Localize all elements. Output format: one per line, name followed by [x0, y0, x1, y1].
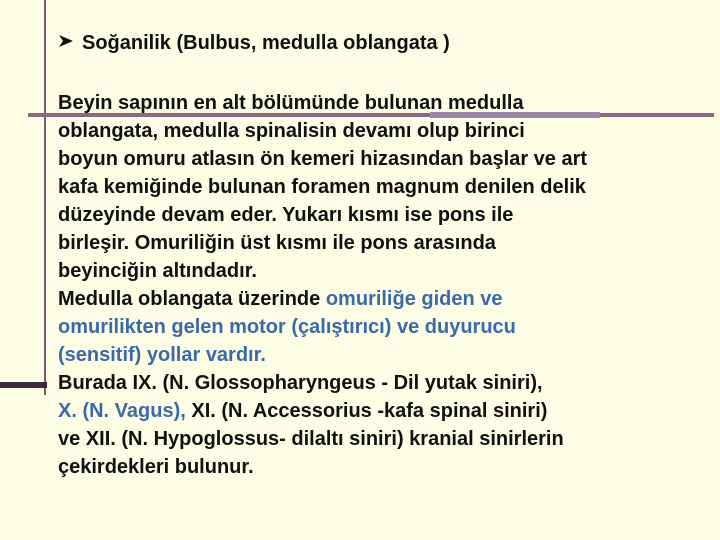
body-line: Burada IX. (N. Glossopharyngeus - Dil yutak siniri), — [58, 372, 543, 394]
left-accent-bar — [0, 382, 47, 388]
body-line: ve XII. (N. Hypoglossus- dilaltı siniri) kranial sinirlerin — [58, 428, 564, 450]
body-line — [58, 397, 708, 425]
body-text-segment: XI. (N. Accessorius -kafa spinal siniri) — [185, 400, 548, 422]
highlighted-text: X. (N. Vagus), — [58, 400, 186, 422]
slide-heading — [58, 32, 450, 55]
body-line: boyun omuru atlasın ön kemeri hizasından başlar ve art — [58, 148, 588, 170]
highlighted-line: (sensitif) yollar vardır. — [58, 344, 266, 366]
body-line: birleşir. Omuriliğin üst kısmı ile pons arasında — [58, 232, 496, 254]
body-line: oblangata, medulla spinalisin devamı olup birinci — [58, 120, 525, 142]
body-line: beyinciğin altındadır. — [58, 260, 257, 282]
body-line: çekirdekleri bulunur. — [58, 456, 254, 478]
body-line: kafa kemiğinde bulunan foramen magnum denilen delik — [58, 176, 586, 198]
arrow-bullet-icon — [58, 33, 74, 49]
body-text-segment: Medulla oblangata üzerinde — [58, 288, 326, 310]
body-line: Beyin sapının en alt bölümünde bulunan medulla — [58, 92, 524, 114]
left-vertical-rule — [44, 0, 46, 395]
highlighted-text: omuriliğe giden ve — [325, 288, 503, 310]
heading-text: Soğanilik (Bulbus, medulla oblangata ) — [82, 32, 450, 54]
body-line: düzeyinde devam eder. Yukarı kısmı ise pons ile — [58, 204, 514, 226]
body-paragraph — [58, 89, 708, 481]
highlighted-line: omurilikten gelen motor (çalıştırıcı) ve duyurucu — [58, 316, 516, 338]
body-line — [58, 285, 708, 313]
